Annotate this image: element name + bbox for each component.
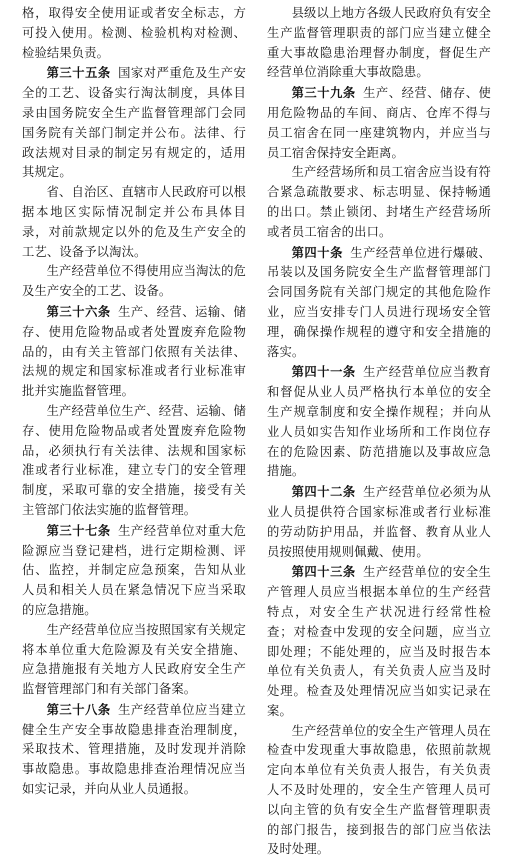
body-paragraph: 生产经营单位不得使用应当淘汰的危及生产安全的工艺、设备。 <box>22 264 246 299</box>
article-text: 生产经营单位进行爆破、吊装以及国务院安全生产监督管理部门会同国务院有关部门规定的其他危险作业，应当安排专门人员进行现场安全管理，确保操作规程的遵守和安全措施的落实。 <box>267 245 491 359</box>
article-paragraph <box>267 482 491 562</box>
article-text: 生产经营单位应当建立健全生产安全事故隐患排查治理制度，采取技术、管理措施，及时发现并消除事故隐患。事故隐患排查治理情况应当如实记录，并向从业人员通报。 <box>22 702 246 797</box>
article-paragraph <box>267 83 491 163</box>
article-number: 第四十一条 <box>291 364 356 380</box>
article-number: 第三十七条 <box>46 522 111 538</box>
body-paragraph: 生产经营单位生产、经营、运输、储存、使用危险物品或者处置废弃危险物品，必须执行有关法律、法规和国家标准或者行业标准，建立专门的安全管理制度，采取可靠的安全措施，接受有关主管部门依法实施的监督管理。 <box>22 403 246 517</box>
article-text: 生产经营单位对重大危险源应当登记建档，进行定期检测、评估、监控，并制定应急预案，告知从业人员和相关人员在紧急情况下应当采取的应急措施。 <box>22 523 246 617</box>
body-paragraph: 省、自治区、直辖市人民政府可以根据本地区实际情况制定并公布具体目录，对前款规定以外的危及生产安全的工艺、设备予以淘汰。 <box>22 185 246 259</box>
right-column <box>267 4 491 857</box>
article-number: 第四十三条 <box>291 564 356 580</box>
article-paragraph <box>22 700 246 800</box>
article-text: 生产、经营、储存、使用危险物品的车间、商店、仓库不得与员工宿舍在同一座建筑物内，并应当与员工宿舍保持安全距离。 <box>267 86 491 160</box>
body-paragraph: 生产经营单位的安全生产管理人员在检查中发现重大事故隐患，依照前款规定向本单位有关负责人报告，有关负责人不及时处理的，安全生产管理人员可以向主管的负有安全生产监督管理职责的部门报告，接到报告的部门应当依法及时处理。 <box>267 723 491 857</box>
article-text: 国家对严重危及生产安全的工艺、设备实行淘汰制度，具体目录由国务院安全生产监督管理部门会同国务院有关部门制定并公布。法律、行政法规对目录的制定另有规定的，适用其规定。 <box>22 66 246 180</box>
article-paragraph <box>22 63 246 183</box>
continued-paragraph: 格，取得安全使用证或者安全标志，方可投入使用。检测、检验机构对检测、检验结果负责。 <box>22 6 246 60</box>
article-paragraph <box>22 521 246 621</box>
body-paragraph: 县级以上地方各级人民政府负有安全生产监督管理职责的部门应当建立健全重大事故隐患治理督办制度，督促生产经营单位消除重大事故隐患。 <box>267 6 491 80</box>
article-text: 生产经营单位必须为从业人员提供符合国家标准或者行业标准的劳动防护用品，并监督、教育从业人员按照使用规则佩戴、使用。 <box>267 485 491 559</box>
article-paragraph <box>22 302 246 402</box>
article-number: 第三十五条 <box>46 65 111 81</box>
article-paragraph <box>267 562 491 721</box>
article-number: 第三十九条 <box>291 85 356 101</box>
body-paragraph: 生产经营场所和员工宿舍应当设有符合紧急疏散要求、标志明显、保持畅通的出口。禁止锁闭、封堵生产经营场所或者员工宿舍的出口。 <box>267 165 491 239</box>
article-number: 第三十八条 <box>46 701 111 717</box>
article-text: 生产、经营、运输、储存、使用危险物品或者处置废弃危险物品的，由有关主管部门依照有关法律、法规的规定和国家标准或者行业标准审批并实施监督管理。 <box>22 304 246 399</box>
article-paragraph <box>267 243 491 363</box>
article-text: 生产经营单位的安全生产管理人员应当根据本单位的生产经营特点，对安全生产状况进行经常性检查；对检查中发现的安全问题，应当立即处理；不能处理的，应当及时报告本单位有关负责人，有关负责人应当及时处理。检查及处理情况应当如实记录在案。 <box>267 565 491 718</box>
article-number: 第三十六条 <box>46 303 111 319</box>
left-column <box>22 4 246 797</box>
article-number: 第四十二条 <box>291 484 356 500</box>
body-paragraph: 生产经营单位应当按照国家有关规定将本单位重大危险源及有关安全措施、应急措施报有关地方人民政府安全生产监督管理部门和有关部门备案。 <box>22 622 246 697</box>
article-paragraph <box>267 362 491 482</box>
article-number: 第四十条 <box>291 244 343 260</box>
article-text: 生产经营单位应当教育和督促从业人员严格执行本单位的安全生产规章制度和安全操作规程；并向从业人员如实告知作业场所和工作岗位存在的危险因素、防范措施以及事故应急措施。 <box>267 365 491 479</box>
